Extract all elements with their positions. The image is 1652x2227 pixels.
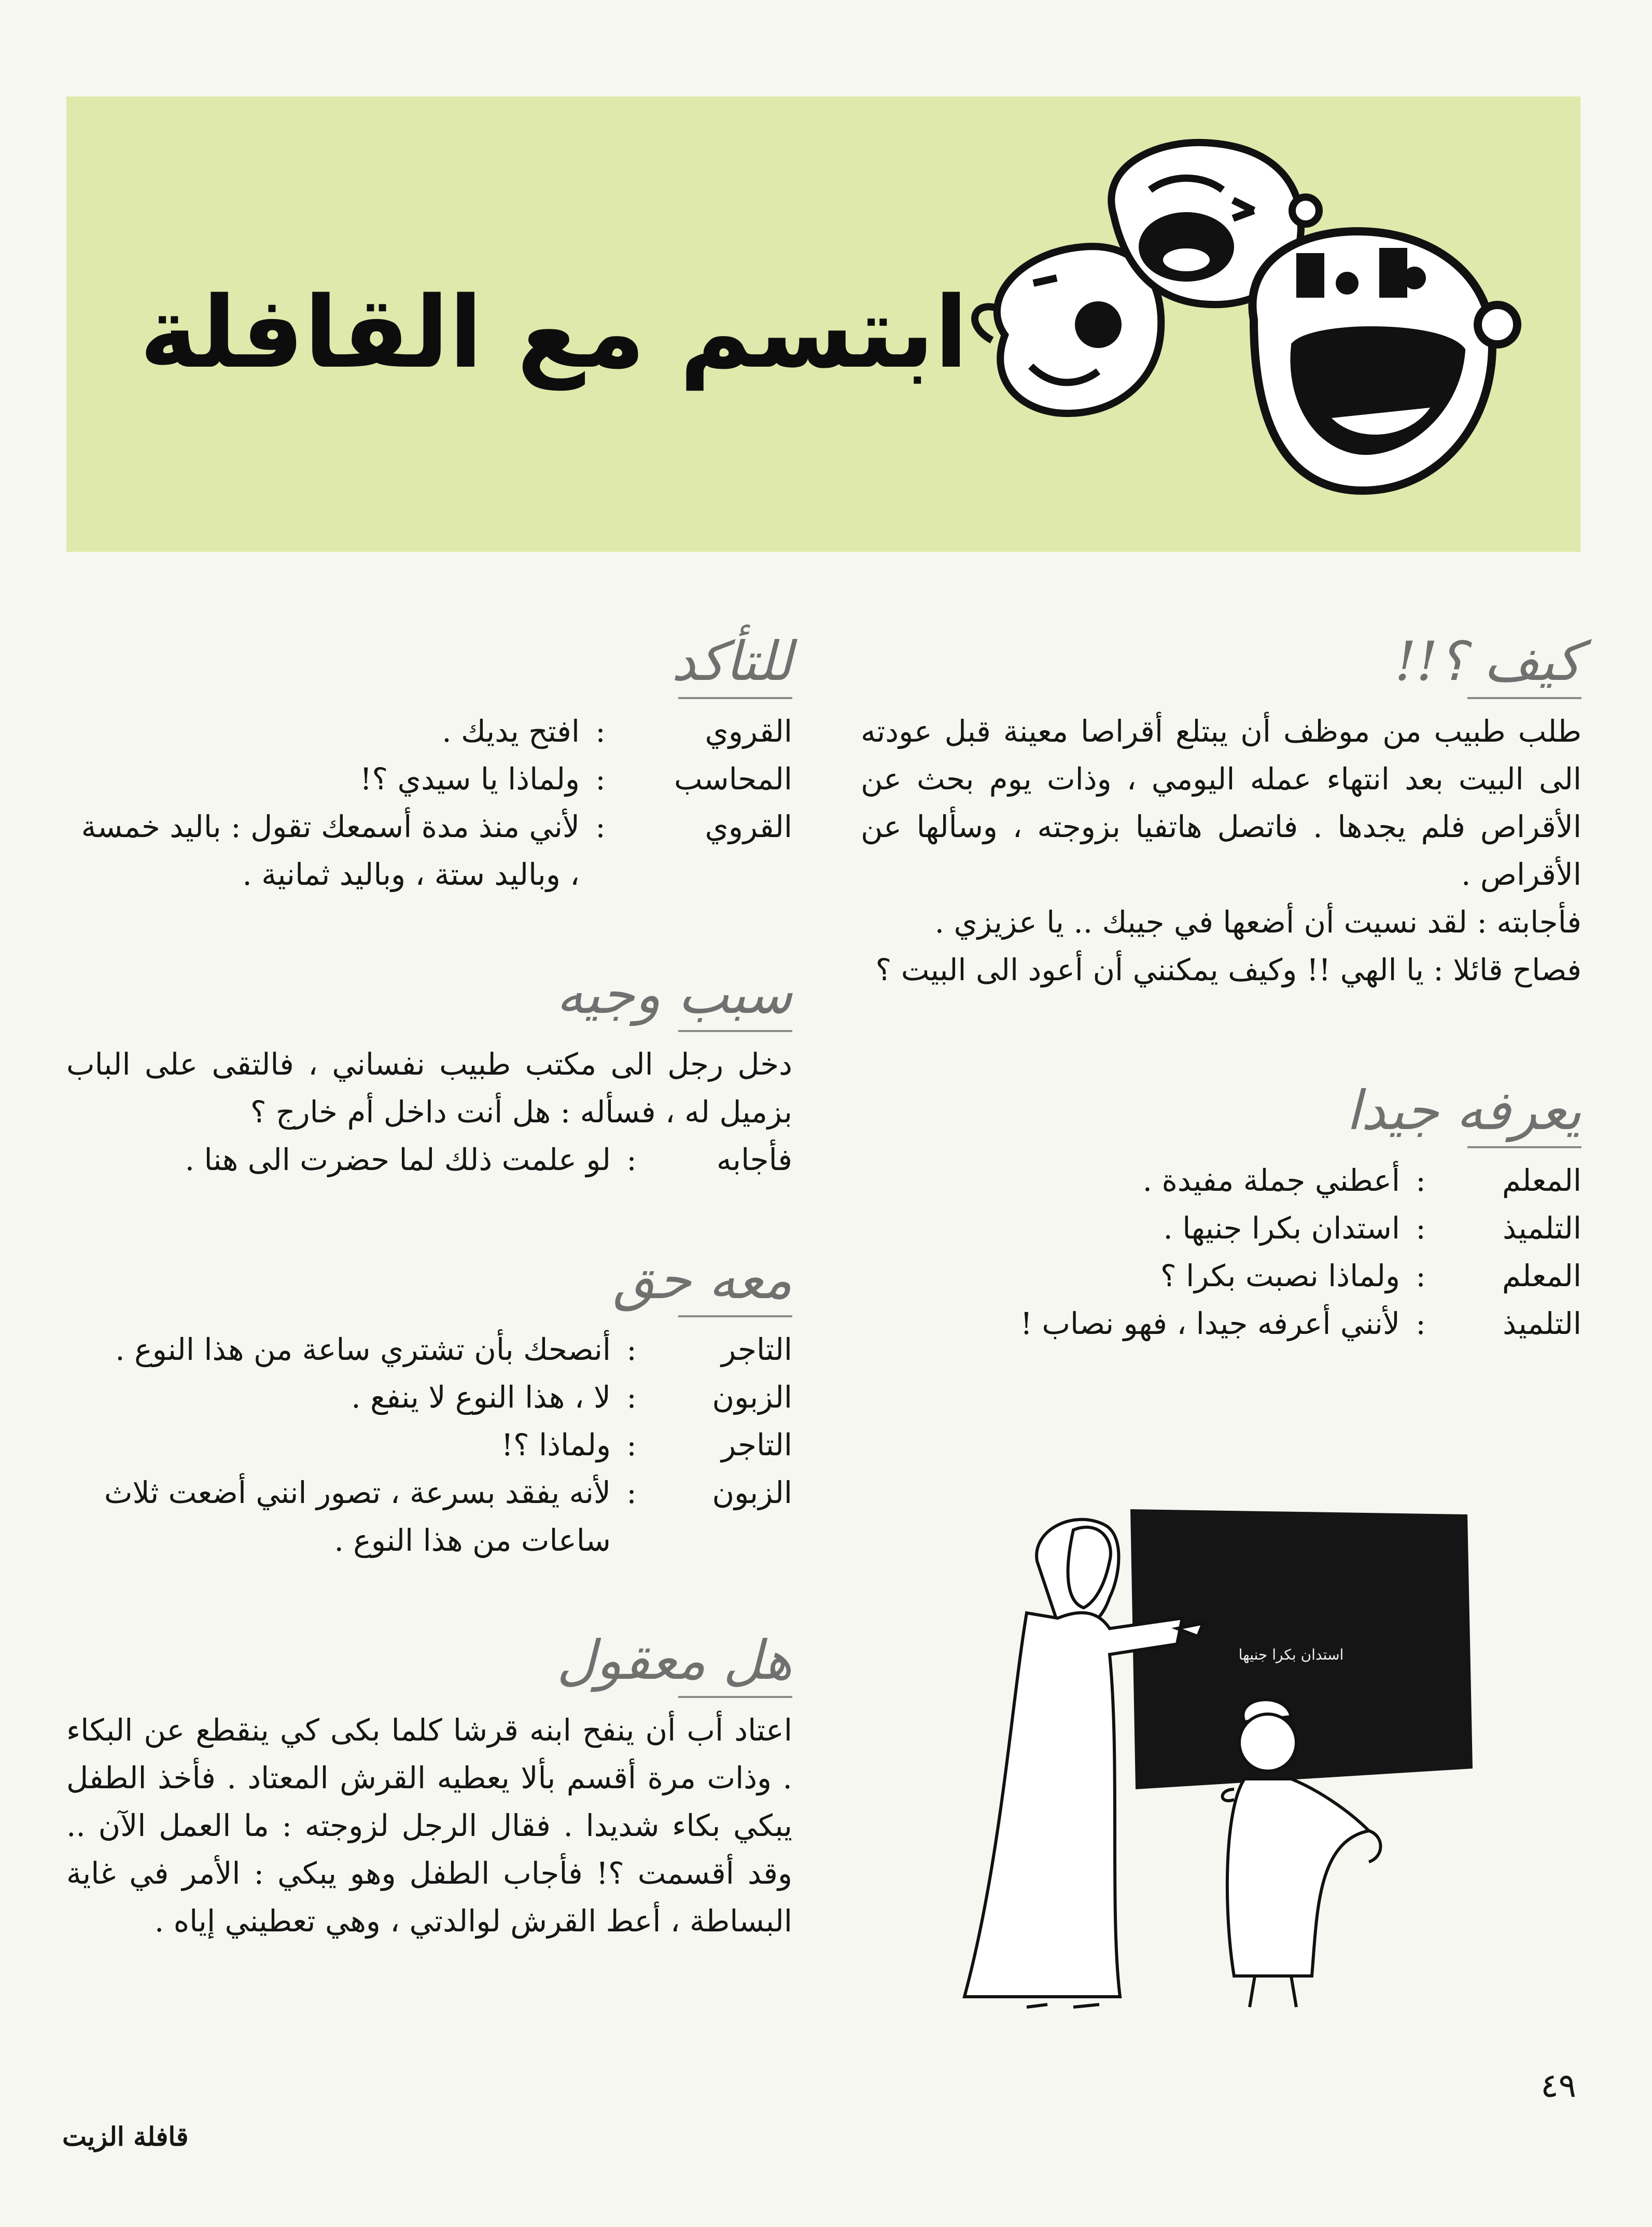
dialogue-text: أعطني جملة مفيدة . [1142,1163,1400,1198]
right-column [861,622,1581,1347]
colon: : [626,1475,637,1510]
section-heading: يعرفه جيدا [1346,1079,1581,1142]
dialogue-text: لا ، هذا النوع لا ينفع . [351,1380,611,1415]
section-sabab [66,955,792,1184]
section-paragraph: طلب طبيب من موظف أن يبتلع أقراصا معينة قبل عودته الى البيت بعد انتهاء عمله اليومي ، وذات يوم بحث عن الأقراص فلم يجدها . فاتصل هاتفيا بزوجته ، وسألها عن الأقراص . [861,714,1581,892]
speaker: القروي [705,714,792,749]
colon: : [1416,1210,1426,1246]
left-column [66,622,792,1945]
dialogue-text: افتح يديك . [442,714,580,749]
dialogue-row [861,1157,1581,1204]
chalkboard-text: استدان بكرا جنيها [1238,1646,1344,1663]
section-paragraph: اعتاد أب أن ينفح ابنه قرشا كلما بكى كي ينقطع عن البكاء . وذات مرة أقسم بألا يعطيه القرش المعتاد . فأخذ الطفل يبكي بكاء شديدا . فقال الرجل لزوجته : ما العمل الآن .. وقد أقسمت ؟! فأجاب الطفل وهو يبكي : الأمر في غاية البساطة ، أعط القرش لوالدتي ، وهي تعطيني إياه . [66,1713,792,1939]
banner-title: ابتسم مع القافلة [139,275,968,390]
dialogue-row [66,1326,792,1373]
speaker: التاجر [721,1332,792,1367]
dialogue-row [66,755,792,803]
page-number: ٤٩ [1541,2067,1576,2105]
dialogue-text: ولماذا يا سيدي ؟! [360,761,580,797]
colon: : [595,714,606,749]
dialogue-row [861,1252,1581,1300]
magazine-name: قافلة الزيت [62,2121,189,2152]
dialogue-text: لأنني أعرفه جيدا ، فهو نصاب ! [1020,1306,1400,1341]
colon: : [1416,1163,1426,1198]
colon: : [1416,1258,1426,1293]
section-paragraph: دخل رجل الى مكتب طبيب نفساني ، فالتقى على الباب بزميل له ، فسأله : هل أنت داخل أم خارج ؟ [66,1047,792,1130]
header-banner [66,96,1580,552]
dialogue-row [66,1421,792,1469]
section-heading: هل معقول [556,1629,792,1692]
face-left-icon [975,246,1161,413]
dialogue-row [66,1469,792,1564]
dialogue-row [66,1136,792,1184]
dialogue-row [66,707,792,755]
section-heading: معه حق [613,1248,792,1311]
dialogue-row [861,1300,1581,1347]
speaker: المعلم [1502,1163,1581,1198]
speaker: القروي [705,809,792,844]
face-right-icon [1252,231,1517,491]
dialogue-text: لأنه يفقد بسرعة ، تصور انني أضعت ثلاث ساعات من هذا النوع . [104,1475,611,1558]
speaker: فأجابه [716,1142,792,1177]
colon: : [626,1427,637,1463]
dialogue-text: لو علمت ذلك لما حضرت الى هنا . [185,1142,611,1177]
speaker: التلميذ [1503,1306,1581,1341]
colon: : [1416,1306,1426,1341]
section-heading: سبب وجيه [556,963,792,1026]
section-litaakkud [66,622,792,898]
speaker: التاجر [721,1427,792,1463]
speaker: التلميذ [1503,1210,1581,1246]
colon: : [626,1380,637,1415]
section-paragraph: فأجابته : لقد نسيت أن أضعها في جيبك .. يا عزيزي . [934,904,1581,940]
section-yarifuhu [861,1071,1581,1347]
section-hal [66,1621,792,1945]
speaker: الزبون [712,1380,792,1415]
colon: : [626,1332,637,1367]
dialogue-row [861,1204,1581,1252]
laughing-faces-illustration [943,128,1529,532]
colon: : [626,1142,637,1177]
section-kayf [861,622,1581,994]
dialogue-row [66,1373,792,1421]
speaker: الزبون [712,1475,792,1510]
dialogue-row [66,803,792,898]
section-heading: كيف ؟!! [1394,630,1581,693]
dialogue-text: استدان بكرا جنيها . [1163,1210,1400,1246]
dialogue-text: ولماذا نصبت بكرا ؟ [1160,1258,1400,1293]
section-paragraph: فصاح قائلا : يا الهي !! وكيف يمكنني أن أعود الى البيت ؟ [875,952,1581,987]
colon: : [595,761,606,797]
speaker: المحاسب [674,761,792,797]
dialogue-text: أنصحك بأن تشتري ساعة من هذا النوع . [115,1332,611,1367]
section-heading: للتأكد [671,630,792,693]
dialogue-text: ولماذا ؟! [501,1427,611,1463]
chalkboard-icon [1130,1509,1473,1789]
teacher-student-chalkboard-illustration [954,1499,1473,2033]
speaker: المعلم [1502,1258,1581,1293]
dialogue-text: لأني منذ مدة أسمعك تقول : باليد خمسة ، وباليد ستة ، وباليد ثمانية . [81,809,580,892]
colon: : [595,809,606,844]
section-maahu [66,1241,792,1564]
